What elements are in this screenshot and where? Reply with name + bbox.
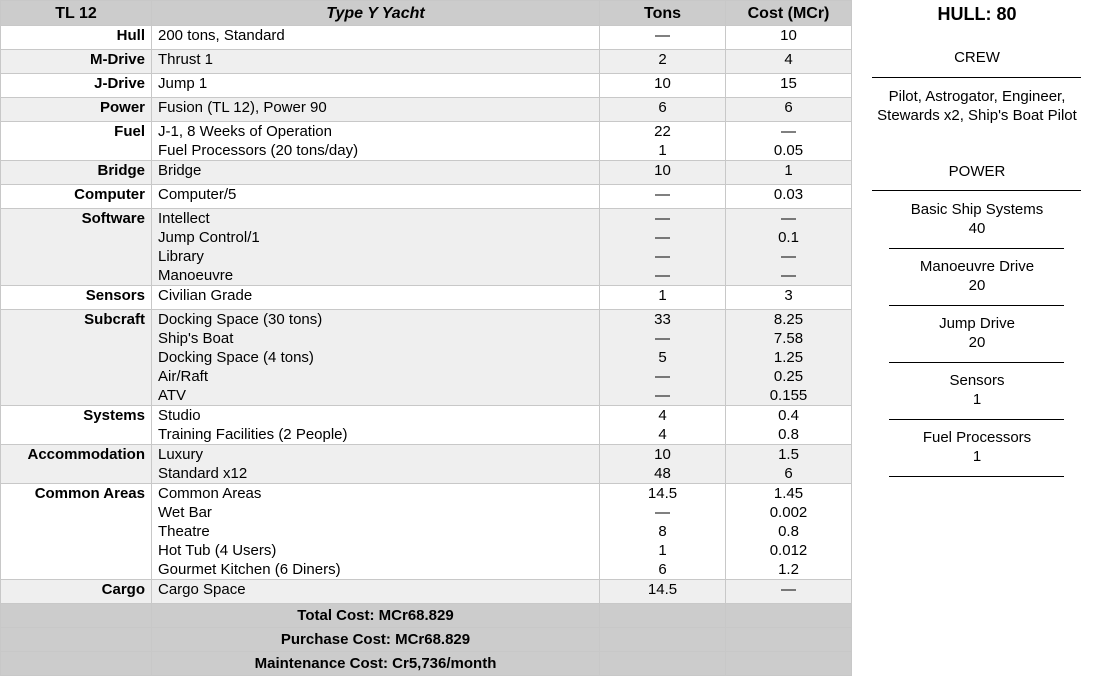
component-name-cell xyxy=(152,185,600,209)
cost-value: 7.58 xyxy=(773,330,804,347)
footer-spacer xyxy=(600,652,726,676)
tons-value: 1 xyxy=(658,142,667,159)
tons-value-cell xyxy=(600,209,726,286)
crew-divider xyxy=(872,77,1081,78)
spec-row xyxy=(1,26,852,50)
tons-value-cell xyxy=(600,98,726,122)
section-label: Sensors xyxy=(1,286,152,310)
component-name-cell xyxy=(152,445,600,484)
cost-value-cell xyxy=(726,445,852,484)
component-name: Training Facilities (2 People) xyxy=(158,426,348,443)
tons-value: 2 xyxy=(658,51,667,68)
component-name: Docking Space (30 tons) xyxy=(158,311,323,328)
spec-row xyxy=(1,406,852,445)
tons-value: 8 xyxy=(658,523,667,540)
section-label: M-Drive xyxy=(1,50,152,74)
cost-value: 1 xyxy=(784,162,793,179)
spec-row xyxy=(1,445,852,484)
component-name: Library xyxy=(158,248,204,265)
spec-row xyxy=(1,484,852,580)
section-label: Power xyxy=(1,98,152,122)
power-divider xyxy=(889,248,1064,249)
tons-value-cell xyxy=(600,26,726,50)
section-label: Hull xyxy=(1,26,152,50)
cost-value: 1.5 xyxy=(778,446,799,463)
power-divider xyxy=(872,190,1081,191)
component-name: Wet Bar xyxy=(158,504,212,521)
cost-value-cell xyxy=(726,74,852,98)
cost-header: Cost (MCr) xyxy=(726,1,852,26)
section-label: Software xyxy=(1,209,152,286)
power-divider xyxy=(889,305,1064,306)
spec-row xyxy=(1,74,852,98)
tons-value: 5 xyxy=(658,349,667,366)
footer-spacer xyxy=(726,628,852,652)
tons-value: 6 xyxy=(658,99,667,116)
cost-value: 0.8 xyxy=(778,426,799,443)
spec-row xyxy=(1,310,852,406)
component-name: 200 tons, Standard xyxy=(158,27,285,44)
cost-value: 1.45 xyxy=(773,485,804,502)
component-name: Jump Control/1 xyxy=(158,229,260,246)
power-item-value: 1 xyxy=(972,448,982,465)
tons-value: — xyxy=(655,186,670,203)
cost-value: 15 xyxy=(780,75,797,92)
cost-value: 1.2 xyxy=(778,561,799,578)
cost-value: 8.25 xyxy=(773,311,804,328)
spec-row xyxy=(1,209,852,286)
tons-value: 10 xyxy=(654,446,671,463)
component-name-cell xyxy=(152,98,600,122)
tons-value: 1 xyxy=(658,542,667,559)
component-name-cell xyxy=(152,484,600,580)
power-item-value: 20 xyxy=(968,277,986,294)
power-divider xyxy=(889,476,1064,477)
component-name-cell xyxy=(152,580,600,604)
cost-value: 0.25 xyxy=(773,368,804,385)
tons-value-cell xyxy=(600,406,726,445)
cost-value-cell xyxy=(726,406,852,445)
component-name: Intellect xyxy=(158,210,210,227)
section-label: Systems xyxy=(1,406,152,445)
tons-value: — xyxy=(655,248,670,265)
cost-value: — xyxy=(781,581,796,598)
footer-spacer xyxy=(600,628,726,652)
component-name: Ship's Boat xyxy=(158,330,234,347)
cost-value: 0.03 xyxy=(773,186,804,203)
component-name-cell xyxy=(152,406,600,445)
cost-value-cell xyxy=(726,484,852,580)
component-name-cell xyxy=(152,209,600,286)
cost-value: — xyxy=(781,123,796,140)
component-name: Gourmet Kitchen (6 Diners) xyxy=(158,561,341,578)
tons-value: 4 xyxy=(658,426,667,443)
crew-list-line-2: Stewards x2, Ship's Boat Pilot xyxy=(877,107,1077,124)
tons-value: — xyxy=(655,229,670,246)
tons-value-cell xyxy=(600,122,726,161)
cost-value: — xyxy=(781,267,796,284)
section-label: Accommodation xyxy=(1,445,152,484)
cost-value: 0.002 xyxy=(769,504,808,521)
cost-value-cell xyxy=(726,286,852,310)
cost-value: 3 xyxy=(784,287,793,304)
tons-value: — xyxy=(655,368,670,385)
section-label: J-Drive xyxy=(1,74,152,98)
crew-list-line-1: Pilot, Astrogator, Engineer, xyxy=(888,88,1066,105)
tons-value: 14.5 xyxy=(647,581,678,598)
component-name: Bridge xyxy=(158,162,202,179)
tons-value-cell xyxy=(600,161,726,185)
cost-value: 0.012 xyxy=(769,542,808,559)
spec-row xyxy=(1,98,852,122)
tons-value: — xyxy=(655,210,670,227)
component-name: Hot Tub (4 Users) xyxy=(158,542,277,559)
component-name: Fuel Processors (20 tons/day) xyxy=(158,142,359,159)
section-label: Cargo xyxy=(1,580,152,604)
cost-value-cell xyxy=(726,50,852,74)
cost-value: 1.25 xyxy=(773,349,804,366)
power-item-label: Sensors xyxy=(949,372,1005,389)
component-name: Standard x12 xyxy=(158,465,248,482)
tons-value: — xyxy=(655,267,670,284)
power-title: POWER xyxy=(948,163,1006,180)
component-name: Jump 1 xyxy=(158,75,208,92)
cost-value: 0.155 xyxy=(769,387,808,404)
cost-value: 0.05 xyxy=(773,142,804,159)
component-name: Docking Space (4 tons) xyxy=(158,349,314,366)
component-name-cell xyxy=(152,161,600,185)
cost-value-cell xyxy=(726,310,852,406)
component-name: ATV xyxy=(158,387,187,404)
cost-value: 10 xyxy=(780,27,797,44)
cost-value: 0.8 xyxy=(778,523,799,540)
cost-value-cell xyxy=(726,209,852,286)
tons-value: 22 xyxy=(654,123,671,140)
spec-row xyxy=(1,580,852,604)
footer-row xyxy=(1,604,852,628)
tons-value-cell xyxy=(600,580,726,604)
tons-value-cell xyxy=(600,74,726,98)
cost-value-cell xyxy=(726,185,852,209)
section-label: Subcraft xyxy=(1,310,152,406)
power-item-value: 40 xyxy=(968,220,986,237)
tons-header: Tons xyxy=(600,1,726,26)
section-label: Bridge xyxy=(1,161,152,185)
component-name-cell xyxy=(152,286,600,310)
spec-row xyxy=(1,50,852,74)
component-name: Air/Raft xyxy=(158,368,209,385)
footer-spacer xyxy=(1,628,152,652)
footer-row xyxy=(1,652,852,676)
spec-row xyxy=(1,122,852,161)
footer-row xyxy=(1,628,852,652)
tons-value: 4 xyxy=(658,407,667,424)
cost-value-cell xyxy=(726,161,852,185)
component-name: Luxury xyxy=(158,446,204,463)
component-name: Studio xyxy=(158,407,201,424)
tons-value: — xyxy=(655,330,670,347)
component-name-cell xyxy=(152,122,600,161)
footer-spacer xyxy=(1,652,152,676)
section-label: Computer xyxy=(1,185,152,209)
maintenance-cost: Maintenance Cost: Cr5,736/month xyxy=(152,652,600,676)
tons-value-cell xyxy=(600,50,726,74)
tons-value: 14.5 xyxy=(647,485,678,502)
tons-value: — xyxy=(655,27,670,44)
tons-value: — xyxy=(655,387,670,404)
tons-value: 10 xyxy=(654,162,671,179)
tons-value: 10 xyxy=(654,75,671,92)
cost-value: 0.4 xyxy=(778,407,799,424)
component-name: Common Areas xyxy=(158,485,262,502)
power-item-label: Jump Drive xyxy=(939,315,1015,332)
tons-value-cell xyxy=(600,484,726,580)
section-label: Fuel xyxy=(1,122,152,161)
spec-row xyxy=(1,286,852,310)
crew-title: CREW xyxy=(954,49,1000,66)
cost-value: 4 xyxy=(784,51,793,68)
purchase-cost: Purchase Cost: MCr68.829 xyxy=(152,628,600,652)
tons-value-cell xyxy=(600,445,726,484)
total-cost: Total Cost: MCr68.829 xyxy=(152,604,600,628)
power-divider xyxy=(889,362,1064,363)
power-item-label: Basic Ship Systems xyxy=(910,201,1044,218)
header-row xyxy=(1,1,852,26)
cost-value-cell xyxy=(726,26,852,50)
component-name: Theatre xyxy=(158,523,210,540)
footer-spacer xyxy=(600,604,726,628)
component-name: J-1, 8 Weeks of Operation xyxy=(158,123,332,140)
cost-value: — xyxy=(781,248,796,265)
power-divider xyxy=(889,419,1064,420)
cost-value-cell xyxy=(726,580,852,604)
tons-value: 6 xyxy=(658,561,667,578)
power-item-value: 20 xyxy=(968,334,986,351)
tons-value: — xyxy=(655,504,670,521)
component-name-cell xyxy=(152,50,600,74)
component-name: Manoeuvre xyxy=(158,267,234,284)
footer-spacer xyxy=(726,652,852,676)
cost-value: 6 xyxy=(784,99,793,116)
summary-panel xyxy=(852,0,1102,700)
tons-value-cell xyxy=(600,310,726,406)
component-name: Computer/5 xyxy=(158,186,237,203)
power-item-label: Fuel Processors xyxy=(922,429,1032,446)
component-name: Fusion (TL 12), Power 90 xyxy=(158,99,327,116)
cost-value: — xyxy=(781,210,796,227)
tons-value: 1 xyxy=(658,287,667,304)
cost-value-cell xyxy=(726,122,852,161)
tons-value: 48 xyxy=(654,465,671,482)
component-name: Civilian Grade xyxy=(158,287,253,304)
component-name-cell xyxy=(152,74,600,98)
tech-level-header: TL 12 xyxy=(1,1,152,26)
component-name-cell xyxy=(152,310,600,406)
cost-value-cell xyxy=(726,98,852,122)
hull-points: HULL: 80 xyxy=(937,4,1017,24)
tons-value-cell xyxy=(600,286,726,310)
tons-value: 33 xyxy=(654,311,671,328)
spec-row xyxy=(1,185,852,209)
ship-title: Type Y Yacht xyxy=(152,1,600,26)
tons-value-cell xyxy=(600,185,726,209)
footer-spacer xyxy=(726,604,852,628)
component-name: Cargo Space xyxy=(158,581,246,598)
power-item-label: Manoeuvre Drive xyxy=(919,258,1035,275)
spec-row xyxy=(1,161,852,185)
component-name-cell xyxy=(152,26,600,50)
cost-value: 0.1 xyxy=(778,229,799,246)
component-name: Thrust 1 xyxy=(158,51,214,68)
footer-spacer xyxy=(1,604,152,628)
cost-value: 6 xyxy=(784,465,793,482)
section-label: Common Areas xyxy=(1,484,152,580)
power-item-value: 1 xyxy=(972,391,982,408)
